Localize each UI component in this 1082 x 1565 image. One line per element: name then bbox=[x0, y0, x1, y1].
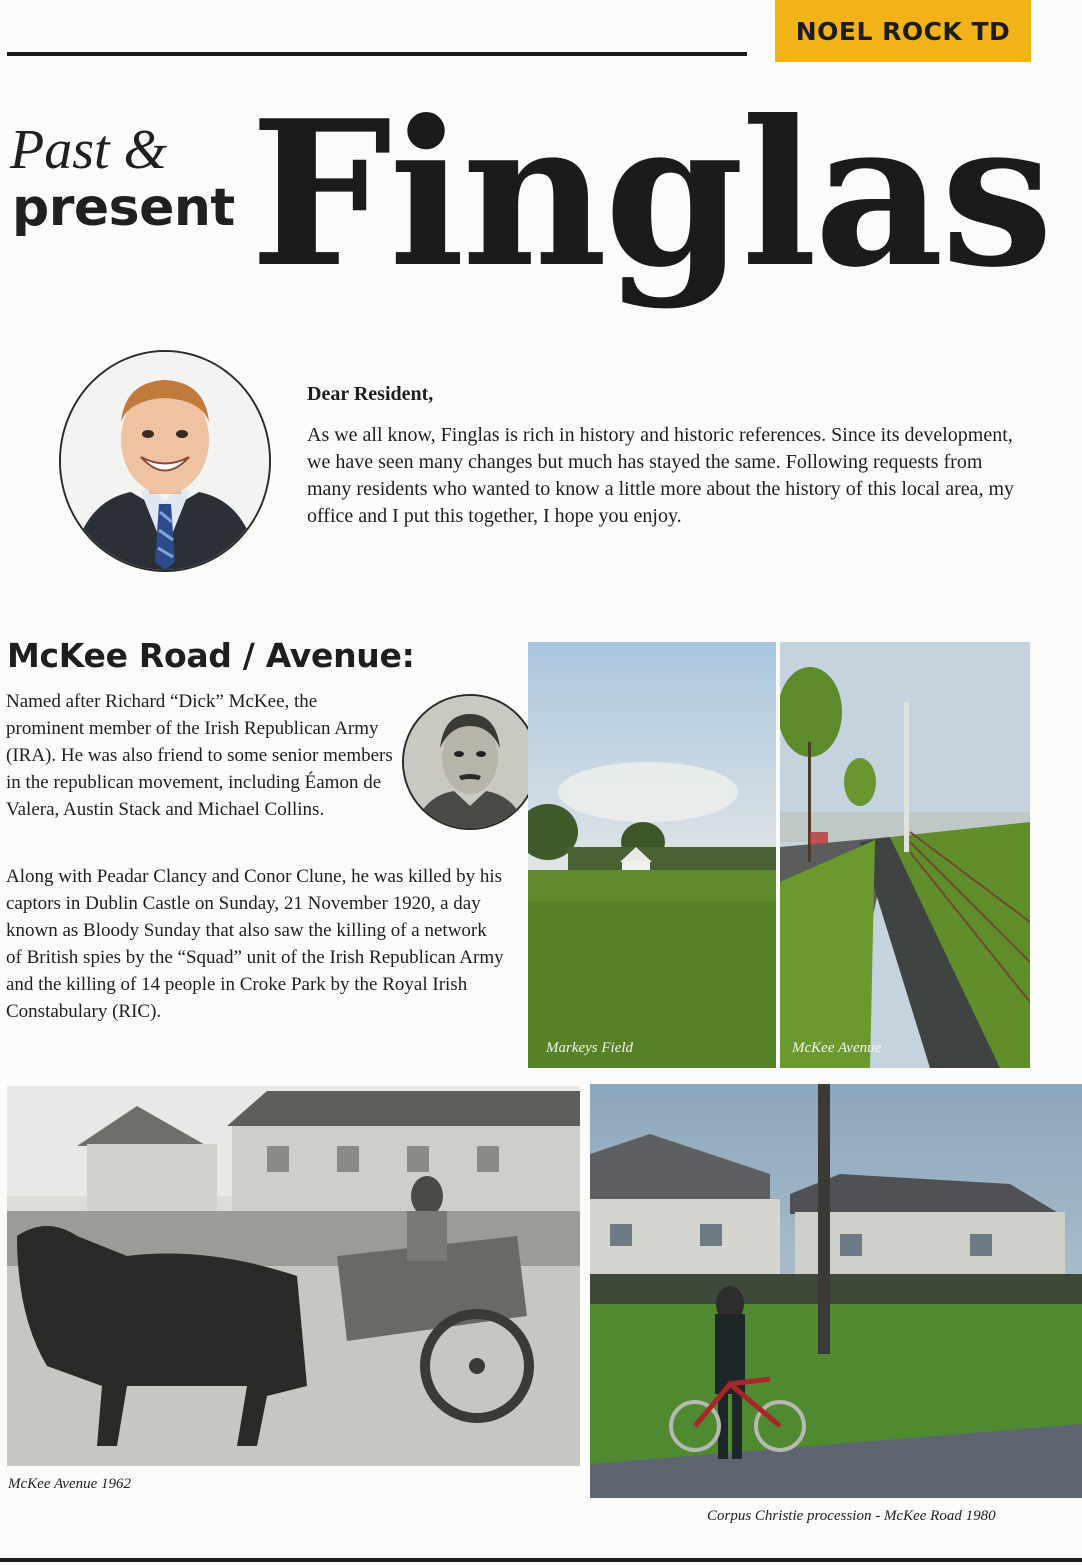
section-heading: McKee Road / Avenue: bbox=[7, 636, 415, 675]
caption-markeys-field: Markeys Field bbox=[546, 1040, 634, 1056]
caption-mckee-avenue: McKee Avenue bbox=[792, 1040, 882, 1056]
greeting: Dear Resident, bbox=[307, 383, 434, 405]
photo-mckee-avenue bbox=[780, 642, 1030, 1068]
bottom-rule bbox=[0, 1558, 1082, 1562]
section-paragraph-2: Along with Peadar Clancy and Conor Clune, he was killed by his captors in Dublin Castle on Sunday, 21 November 1920, a day known as Bloody Sunday that also saw the killing of a network of British spies by the “Squad” unit of the Irish Republican Army and the killing of 14 people in Croke Park by the Royal Irish Constabulary (RIC). bbox=[6, 866, 504, 1022]
author-badge: NOEL ROCK TD bbox=[775, 0, 1031, 62]
photo-mckee-avenue-1962 bbox=[7, 1086, 580, 1466]
mckee-portrait bbox=[402, 694, 538, 830]
photo-corpus-christie bbox=[590, 1084, 1082, 1498]
section-paragraph-1: Named after Richard “Dick” McKee, the prominent member of the Irish Republican Army (IRA). He was also friend to some senior members in the republican movement, including Éamon de Valera, Austin Stack and Michael Collins. bbox=[6, 691, 393, 820]
title-past: Past & bbox=[10, 119, 168, 181]
caption-mckee-avenue-1962: McKee Avenue 1962 bbox=[8, 1476, 132, 1492]
intro-text: As we all know, Finglas is rich in history and historic references. Since its development, we have seen many changes but much has stayed the same. Following requests from many residents who wanted to know a little more about the history of this local area, my office and I put this together, I hope you enjoy. bbox=[307, 424, 1015, 527]
author-portrait bbox=[59, 350, 271, 572]
title-present: present bbox=[12, 178, 235, 238]
photo-markeys-field bbox=[528, 642, 776, 1068]
title-finglas: Finglas bbox=[250, 77, 1051, 312]
caption-corpus-christie: Corpus Christie procession - McKee Road 1980 bbox=[707, 1508, 996, 1524]
top-rule bbox=[7, 52, 747, 56]
